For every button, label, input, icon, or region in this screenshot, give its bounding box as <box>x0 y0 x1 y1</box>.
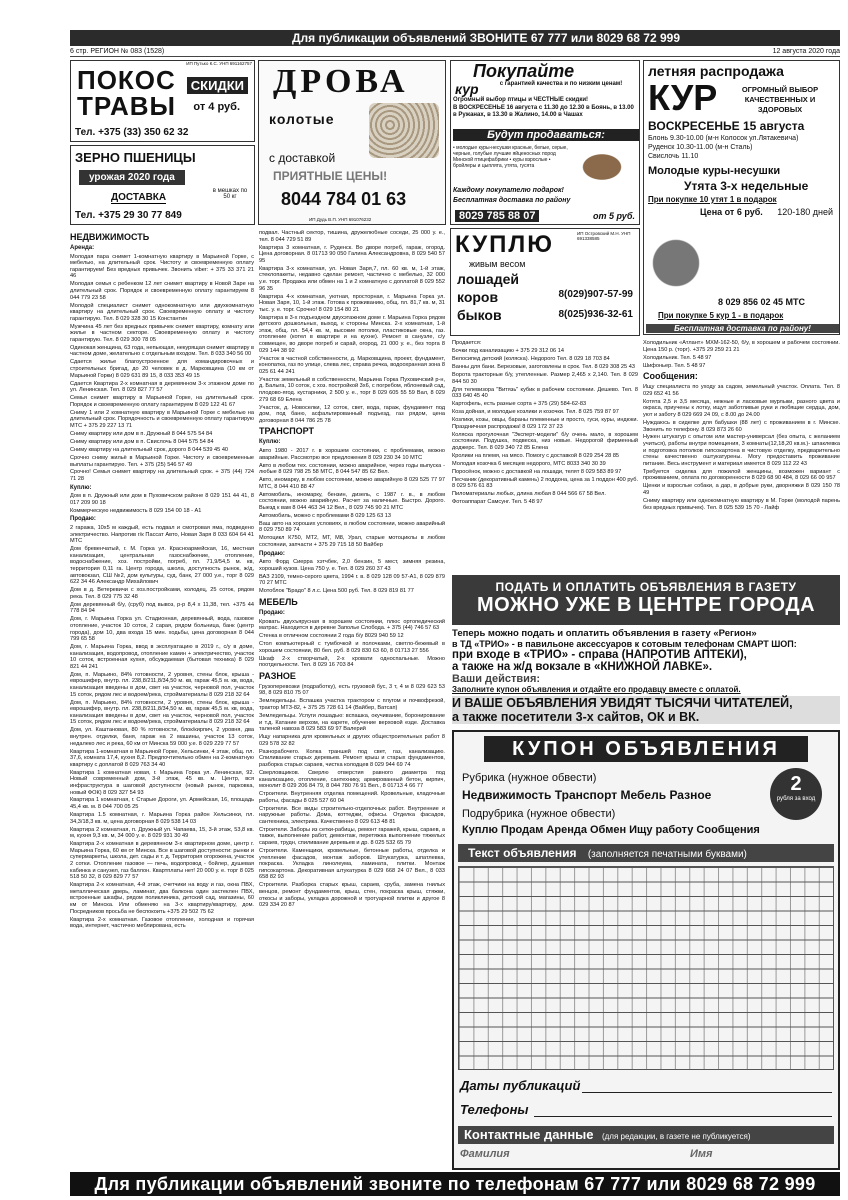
classified-ad: Строители. Разборка старых крыш, сараев, сруба, замена гнилых венцов, ремонт фундаментов, крыш, стен, покраска крыш, стяжки, откосы и заборы, укладка дорожной и тротуарной плитки и другое 8 029 334 20 87 <box>259 882 445 909</box>
coupon-name-label: Имя <box>690 1148 713 1160</box>
coupon-price-badge <box>770 768 822 820</box>
classified-ad: Шкаф 2-х створчатый, 2-х кровати односпальные. Можно поотдельности. Тел. 8 029 16 703 84 <box>259 655 445 669</box>
drova-sub2: с доставкой <box>269 151 336 165</box>
classified-ad: Мужчина 45 лет без вредных привычек снимет квартиру, комнату или жилье в частном секторе. Своевременную оплату и чистоту гарантирую. Тел. 8 029 300 78 05 <box>70 323 254 343</box>
coupon-price-unit: рубля за вход <box>776 796 816 802</box>
classified-ad: Холодильник «Атлант» МХМ-162-50, б/у, в хорошем и рабочем состоянии. Цена 150 р. (торг). +375 29 259 21 21 <box>643 340 840 353</box>
classified-ad: Кровать двухъярусная в хорошем состоянии, плюс ортопедический матрас. Находится в деревне Заполье Слобода. + 375 (44) 746 57 63 <box>259 618 445 632</box>
classified-ad: Шифоньер. Тел. 5 48 97 <box>643 362 706 369</box>
classified-ad: Квартира 3-х комнатная, ул. Новая Заря,7, пл. 60 кв. м, 1-й этаж, стеклопакеты, недавно сделан ремонт, частично с мебелью, 32 000 у.е. торг. Продажа или обмен на 1 и 2 комнатную с доплатой 8 029 552 96 35 <box>259 265 445 292</box>
section-messages: Сообщения: <box>643 371 698 382</box>
kur2-young: Молодые куры-несушки <box>648 165 781 177</box>
coupon-contacts-label: Контактные данные <box>464 1127 594 1142</box>
issue-number: 6 стр. РЕГИОН № 083 (1528) <box>70 48 165 55</box>
kur1-tag: с гарантией качества и по низким ценам! <box>499 81 623 87</box>
classified-ad: Авто в любом тех. состоянии, можно аварийное, через годы выпуска - любые 8 029 798 25 58 МТС, 8 044 547 85 62 Вел. <box>259 462 445 476</box>
info-t1: Теперь можно подать и оплатить объявления в газету «Регион» <box>452 628 757 639</box>
top-phone-bar: Для публикации объявлений ЗВОНИТЕ 67 777 или 8029 68 72 999 <box>70 30 840 46</box>
classified-ad: Строители. Заборы из сетки-рабицы, ремонт гаражей, крыш, сараев, а также, выполнение работ, демонтаж, перетяжка выполнение тяжелых сараев, трудн, спиливание деревьев и др. 8 025 532 65 79 <box>259 826 445 847</box>
kur2-age: 120-180 дней <box>777 207 833 217</box>
classified-ad: Квартира в 3-х подъездном двухэтажном доме г. Марьина Горка рядом детского дошкольных, выход, к стороны Минска. 2-х комнатная, 1-й этаж, общ. пл. 54,4 кв. м, высокие потолки, пластиковые окна, газ. отопление (котел в квартире и на кухне). Ремонт в санузле, с/у совмещен, во дворе погреб и сарай, огород, 21 000 у. е., без торга 8 029 144 38 92 <box>259 314 445 354</box>
info-t5: Ваши действия: <box>452 673 541 685</box>
classified-ad: Разнорабочего. Колка траншей под свет, газ, канализацию. Спиливание старых деревьев. Ремонт крыш и старых фундаментов, разборка старых сараев, чистка колодцев 8 029 944 69 74 <box>259 748 445 768</box>
classified-ad: Участок в частной собственности, д. Марковщина, проект, фундамент, конопатка, газ по улице, слева лес, справа речка, водоохранная зона 8 025 61 44 241 <box>259 355 445 375</box>
col2d-ads <box>259 619 445 669</box>
transport-buy: Куплю: <box>259 439 281 446</box>
kuplu-reg: ИП Островский М.Н. УНП 691338585 <box>577 231 631 241</box>
coupon-phones-field[interactable] <box>534 1116 832 1117</box>
info-t8: а также посетители 3-х сайтов, ОК и ВК. <box>452 710 840 724</box>
classified-ad: Срочно сниму жильё в Марьиной Горке. Чистоту и своевременные выплаты гарантирую. Тел. + 375 (25) 546 57 49 <box>70 454 254 468</box>
ad-drova <box>258 60 446 225</box>
ad-kur-pokupaite <box>450 60 640 225</box>
classified-ad: Стол компьютерный с тумбочкой и полочками, светло-бежевый в хорошем состоянии, 80 бел. руб. 8 029 830 63 60, 8 01713 27 556 <box>259 641 445 654</box>
section-misc: РАЗНОЕ <box>259 670 296 681</box>
classified-ad: Авто 1980 - 2017 г. в хорошем состоянии, с проблемами, можно аварийные. Рассмотрю все предложения 8 029 230 34 10 МТС <box>259 447 445 461</box>
classified-ad: Участок земельный в собственности, Марьина Горка Пуховичский р-н, д. Балыга, 10 соток, с хоз. постройкой 3х6, с погребом, яблоневый сад, плодово-ягод. кустарники, 2 500 у. е., торг 8 029 605 55 59 Вал, 8 029 279 68 69 Елена <box>259 376 445 403</box>
coupon-rubric-label: Рубрика (нужное обвести) <box>462 772 597 784</box>
classified-ad: Мотоцикл К750, МТ2, МТ, М8, Урал, старые мотоциклы в любом состоянии, запчасти + 375 29 715 18 50 Вайбер <box>259 535 445 549</box>
classified-ad: Продается: <box>452 340 482 346</box>
kur2-promo2: При покупке 5 кур 1 - в подарок <box>658 311 784 320</box>
classified-ad: Ворота тракторные б/у, утепленные. Размер 2,465 х 2,140. Тел. 8 029 844 50 30 <box>452 371 638 385</box>
kuplu-phone-2: 8(025)936-32-61 <box>558 309 633 320</box>
col1b-ads <box>70 493 254 514</box>
kur2-tag: ОГРОМНЫЙ ВЫБОР КАЧЕСТВЕННЫХ И ЗДОРОВЫХ <box>741 85 819 114</box>
kur2-duck: Утята 3-х недельные <box>684 179 809 193</box>
kuplu-horses: лошадей <box>457 271 519 287</box>
classified-ad: Фотоаппарат Самсунг. Тел. 5 48 97 <box>452 499 543 506</box>
classified-ad: Для телевизора "Витязь" кубик в рабочем состоянии. Дешево. Тел. 8 033 640 45 40 <box>452 386 638 400</box>
zerno-harvest: урожая 2020 года <box>79 170 185 185</box>
zerno-phone: Тел. +375 29 30 77 849 <box>75 210 182 221</box>
col3-ads <box>452 340 638 506</box>
ad-coupon <box>452 730 840 1170</box>
classified-ad: Дом деревянный б/у, (сруб) под вывоз, р-р 8,4 х 11,38, тел. +375 44 778 84 94 <box>70 601 254 615</box>
col2b-ads <box>259 448 445 549</box>
zerno-delivery: ДОСТАВКА <box>111 192 167 203</box>
classified-ad: Строители. Каменщики, кровельные, бетонные работы, отделка и утепление фасадов, монтаж заборов. Штукатурка, шпатлевка, покраска. Укладка линолеума, ламината, плитки. Монтаж гипсокартона. Декоративная штукатурка 8 029 668 24 07 Вел., 8 033 658 82 93 <box>259 848 445 881</box>
classified-ad: Стенка в отличном состоянии 2 года б/у 8029 940 59 12 <box>259 633 404 640</box>
coupon-subrubric-label: Подрубрика (нужное обвести) <box>462 808 616 820</box>
classified-ad: Требуется сиделка для пожилой женщины, возможен вариант с проживанием, оплата по договоренности 8 029 68 90 484, 8 029 66 00 957 <box>643 468 840 482</box>
classified-ad: Семья снимет квартиру в Марьиной Горке, на длительный срок. Порядок и своевременную оплату гарантируем 8 029 122 41 67 <box>70 395 254 408</box>
classified-ad: Коляска прогулочная "Эксперт-модели" б/у очень мало, в хорошем состоянии. Подушка, подвеска, низ новые. Недорогой фирменный доджерс. Тел. 8 029 340 72 85 Елена <box>452 431 638 451</box>
ad-pokos <box>70 60 255 142</box>
coupon-surname-label: Фамилия <box>460 1148 510 1160</box>
kur1-min: от 5 руб. <box>593 211 635 221</box>
kur1-items: • молодые куры-несушки красные, белые, серые, черные, голубые лучшие яйценосных пород Минской птицефабрики • куры взрослые • бройлеры и цыплята, утята, гусята <box>453 145 568 169</box>
classified-ad: Сниму квартиру или дом в п. Дружный 8 044 575 54 84 <box>70 430 213 437</box>
col2-ads <box>259 230 445 424</box>
classified-ad: Нуждаюсь в сиделке для бабушки (88 лет) с проживанием в г. Минске. Звонить по телефону. 8 029 873 26 60 <box>643 419 840 433</box>
classified-ad: Квартира 2 комнатная, п. Дружный ул. Чапаева, 15, 3-й этаж, 53,8 кв. м, кухня 9,3 кв. м, 34 000 у. е. 8 029 931 30 49 <box>70 826 254 840</box>
classified-ad: Мотоблок "Брадо" 8 л.с. Цена 500 руб. Тел. 8 029 819 81 77 <box>259 588 414 595</box>
column-2 <box>259 230 445 1170</box>
column-4 <box>643 340 840 572</box>
classified-ad: Дом, п. Марьино, 84% готовности, 2 уровня, стены блок, крыша - еврошифер, внутр. пл. 238,8/211,8/34,50 м. кв, гараж 45,5 м. кв, вода, канализация введены в дом, свет на участок, черновой пол, участок 15 соток, рядом лес и водоем/река, стройматериалы 8 029 218 32 64 <box>70 699 254 726</box>
classified-ad: Земледельцы. Услуги лошадью: вспашка, окучивание, боронирование и т.д. Катание верхом, на карете, обучение верховой езде. Доставка таленой навоза 8 029 583 69 97 Валерий <box>259 713 445 733</box>
hen-image <box>569 145 635 185</box>
classified-ad: Участок, д. Новоселки, 12 соток, свет, вода, гараж, фундамент под дом, под баню, асфальтированный подъезд, газ рядом, цена договорная 8 044 786 25 78 <box>259 404 445 424</box>
coupon-phones-label: Телефоны <box>460 1102 529 1117</box>
kuplu-bulls: быков <box>457 307 502 323</box>
furniture-sell: Продаю: <box>259 609 285 616</box>
kuplu-title: КУПЛЮ <box>455 231 555 258</box>
kur2-promo: При покупке 10 утят 1 в подарок <box>648 195 777 204</box>
banner-line-1: ПОДАТЬ И ОПЛАТИТЬ ОБЪЯВЛЕНИЯ В ГАЗЕТУ <box>495 580 797 594</box>
kur2-free: Бесплатная доставка по району! <box>646 324 839 333</box>
coupon-text-hint: (заполняется печатными буквами) <box>587 849 747 860</box>
pokos-phone: Тел. +375 (33) 350 62 32 <box>75 127 189 138</box>
classified-ad: Квартира 2-х комнатная. Газовое отопление, холодная и горячая вода, интернет, частично меблирована, есть <box>70 916 254 930</box>
kur2-phone: 8 029 856 02 45 МТС <box>718 297 806 307</box>
classified-ad: Квартира 4-х комнатная, уютная, просторная, г. Марьина Горка ул. Новая Заря, 10, 1-й этаж. Готова к проживанию, общ. пл. 81,7 кв. м, 31 тыс. у. е. торг. Срочно! 8 029 154 80 21 <box>259 293 445 313</box>
bottom-phone-bar: Для публикации объявлений звоните по телефонам 67 777 или 8029 68 72 999 <box>70 1172 840 1196</box>
classified-ad: Песчаник (декоративный камень) 2 поддона, цена за 1 поддон 400 руб. 8 029 576 61 83 <box>452 476 638 490</box>
info-t7: И ВАШЕ ОБЪЯВЛЕНИЯ УВИДЯТ ТЫСЯЧИ ЧИТАТЕЛЕЙ, <box>452 696 840 710</box>
issue-date: 12 августа 2020 года <box>772 48 840 55</box>
coupon-text-header <box>458 844 834 862</box>
classified-ad: Ищу напарника для кровельных и других общестроительных работ 8 029 578 32 82 <box>259 734 445 747</box>
classified-ad: Холодильник. Тел. 5 48 97 <box>643 354 712 361</box>
classified-ad: Одинокая женщина, 63 года, непьющая, некурящая снимет квартиру в частном доме, желательно с отдельным входом. Тел. 8 033 340 56 00 <box>70 344 254 358</box>
kur2-hens-image <box>648 221 718 291</box>
classified-ad: Квартира 1 комнатная новая, г. Марьина Горка ул. Ленинская, 92. Новый современный дом, 3-й этаж, 45 кв. м. Центр, вся инфраструктура в шаговой доступности (новый рынок, парковка, новый ФОК) 8 029 327 54 93 <box>70 769 254 796</box>
kur1-sell: Будут продаваться: <box>453 129 639 141</box>
kur2-s1: Блонь 9.30-10.00 (м-н Колосок ул.Лятакевича) <box>648 135 799 142</box>
classified-ad: Молодая козочка 6 месяцев недорого, МТС 8033 340 30 39 <box>452 460 606 467</box>
drova-sub1: колотые <box>269 111 335 127</box>
classified-ad: Авто Форд Сиерра хэтчбек, 2,0 бензин, 5 мест, зимняя резина, хороший кузов. Цена 750 у. е. Тел. 8 029 260 37 43 <box>259 559 445 572</box>
classified-ad: Строители. Внутренняя отделка помещений. Кровельные, кладочные работы, фасады 8 025 527 60 04 <box>259 791 445 804</box>
column-3 <box>452 340 638 572</box>
classified-ad: Квартира 1 комнатная, г. Старые Дороги, ул. Армейская, 16, площадь 45,4 кв. м. 8 044 700 05 25 <box>70 797 254 811</box>
info-t6: Заполните купон объявления и отдайте его продавцу вместе с оплатой. <box>452 685 741 694</box>
coupon-contacts-hint: (для редакции, в газете не публикуется) <box>601 1132 751 1141</box>
coupon-rubric-options[interactable]: Недвижимость Транспорт Мебель Разное <box>462 788 712 802</box>
classified-ad: Дом в д. Ветеревичи с хоз.постройками, колодец, 25 соток, рядом река. Тел. 8 029 775 32 48 <box>70 587 254 600</box>
kur2-big: КУР <box>648 77 718 118</box>
classified-ad: Кролики на племя, на мясо. Помогу с доставкой 8 029 254 28 85 <box>452 452 620 459</box>
col4-ads <box>643 340 840 369</box>
classified-ad: Пиломатериалы любых, длина любая 8 044 566 67 58 Вел. <box>452 491 606 498</box>
classified-ad: Молодая семья с ребенком 12 лет снимет квартиру в Новой Заре на длительный срок. Порядок и своевременную оплату гарантируем 8 044 779 23 58 <box>70 281 254 301</box>
promo-banner <box>452 575 840 625</box>
classified-ad: Козлики, козы, овцы, бараны племенные и просто, гуси, куры, индюки. Праздничная распродажа! 8 029 172 37 23 <box>452 417 638 430</box>
coupon-subrubric-options[interactable]: Куплю Продам Аренда Обмен Ищу работу Сообщения <box>462 824 760 836</box>
classified-ad: Сниму квартиру на длительный срок, дорого 8 044 539 45 40 <box>70 446 229 453</box>
classified-ad: подвал. Частный сектор, тишина, дружелюбные соседи, 25 000 у. е., тел. 8 044 729 51 89 <box>259 230 445 243</box>
coupon-dates-label: Даты публикаций <box>460 1078 581 1093</box>
classified-ad: Автомобиль, иномарку, бензин, дизель, с 1987 г. в., в любом состоянии, можно аварийную. Расчет за наличные. Быстро. Дорого. Выезд к вам 8 044 463 34 12 Вел., 8 029 745 90 21 МТС <box>259 491 445 511</box>
classified-ad: Квартира 1.5 комнатная, г. Марьина Горка район Хельсинки, пл. 34,3/18,3 кв. м, цена договорная 8 029 538 14 03 <box>70 812 254 825</box>
classified-ad: Бочки под канализацию + 375 29 312 06 14 <box>452 347 564 354</box>
kuplu-phone-1: 8(029)907-57-99 <box>558 289 633 300</box>
classified-ad: Поросёнок, можно с доставкой на лошади, телят 8 029 583 89 97 <box>452 468 622 475</box>
classified-ad: Дом, ул. Каштановая, 80 % готовности, блок/кирпич, 2 уровня, два внутрен. отделки, баня, гараж на 2 машины, участок 13 соток, недалеко лес и река, 60 км от Минска 59 000 у.е. 8 029 229 77 57 <box>70 727 254 747</box>
classified-ad: Авто, иномарку, в любом состоянии, можно аварийную 8 029 525 77 97 МТС, 8 044 410 88 47 <box>259 477 445 490</box>
kur2-s3: Свислочь 11.10 <box>648 153 699 160</box>
drova-title: ДРОВА <box>273 63 409 100</box>
classified-ad: Котята 2,5 и 3,5 месяца, нежные и ласковые мурлыки, разного цвета и окраса, приучены к лотку, ищут заботливые руки и любящие сердца, дом, уют и заботу 8 029 669 24 09, с 8.00 до 24.00 <box>643 398 840 418</box>
kuplu-cows: коров <box>457 289 499 305</box>
kur1-big: Огромный выбор птицы и ЧЕСТНЫЕ скидки! <box>453 97 589 103</box>
classified-ad: Квартира 1-комнатная в Марьиной Горке, Хельсинки, 4 этаж, общ. пл. 37,6, комната 17,4, кухня 8,2. Предпочтительно обмен на 2-комнатную квартиру с доплатой 8 029 763 34 40 <box>70 748 254 768</box>
kur1-gift: Каждому покупателю подарок! <box>453 187 564 194</box>
classified-ad: Картофель, есть разные сорта + 375 (29) 584-62-83 <box>452 401 587 408</box>
section-transport: ТРАНСПОРТ <box>259 426 315 437</box>
kur2-title: летняя распродажа <box>648 63 784 79</box>
page-header <box>70 47 840 57</box>
kur1-free: Бесплатная доставка по району <box>453 197 571 204</box>
classified-ad: Коза дойная, и молодые козлики и козочки. Тел. 8 025 759 87 97 <box>452 409 619 416</box>
col1-ads <box>70 254 254 483</box>
pokos-title-2: ТРАВЫ <box>77 91 176 121</box>
col2e-ads <box>259 684 445 909</box>
zerno-title: ЗЕРНО ПШЕНИЦЫ <box>75 150 196 165</box>
classified-ad: Ищу специалиста по уходу за садом, земельный участок. Оплата. Тел. 8 029 652 41 56 <box>643 384 840 397</box>
pokos-discount: СКИДКИ <box>187 77 248 94</box>
kur2-duckprice: Цена от 6 руб. <box>700 207 763 217</box>
classified-ad: Квартира 2-х комнатная в деревянном 3-х квартирном доме, центр г. Марьина Горка, 60 км от Минска. Все в шаговой доступности: рынки и супермаркеты, школа, дет. сады и т. д. Территория огорожена, участок 2 сотки. Отопление газовое — печь, водопровод - бойлер, душевая кабинка и санузел, газ баллон. Квартплаты нет! 20 000 у. е. торг 8 025 518 50 32, 8 029 829 77 57 <box>70 841 254 881</box>
transport-sell: Продаю: <box>259 550 285 557</box>
pokos-reg: ИП Путько К.С. УНП 691162757 <box>186 61 252 66</box>
kur1-kur: кур <box>455 81 479 97</box>
classified-ad: 2 гаража, 10х5 м каждый, есть подвал и смотровая яма, подведено электричество. Напротив г/к Пассат Авто, Новая Заря 8 033 604 64 41 МТС <box>70 525 254 545</box>
classified-ad: Сдается Квартира 2-х комнатная в деревянном 3-х этажном доме по ул. Ленинская. Тел. 8 029 827 77 57 <box>70 380 254 394</box>
classified-ad: Молодая пара снимет 1-комнатную квартиру в Марьиной Горке, с мебелью, на длительный срок. Чистоту и своевременную оплату гарантируем! Без вредных привычек. Звонить viber: + 375 33 371 21 46 <box>70 253 254 280</box>
drova-phone: 8044 784 01 63 <box>281 189 407 209</box>
drova-sub3: ПРИЯТНЫЕ ЦЕНЫ! <box>273 169 388 183</box>
classified-ad: Строители. Все виды строительно-отделочных работ. Внутренние и наружные работы. Дома, коттеджи, офисы. Отделка фасадов, сантехника, электрика. Качественно 8 029 613 48 81 <box>259 805 445 825</box>
ad-kuplu <box>450 228 640 336</box>
classified-ad: Земледельцы. Вспашка участка трактором с плугом и почвофрезой, трактор МТЗ-82, + 375 25 728 61 14 (Вайбер, Ватсап) <box>259 698 445 712</box>
classified-ad: Сверловщиков. Сверлю отверстия равного диаметра под канализацию, отопление, сантехнику, армированный бетон, кирпич, монолит 8 029 206 84 79, 8 044 780 76 91 Вел., 8 01713 4 66 77 <box>259 769 445 790</box>
pokos-price: от 4 руб. <box>193 101 240 113</box>
classified-ad: Нужен штукатур с опытом или мастер-универсал (без опыта, с желанием учиться), работы внутри помещения, 3 комнаты(12,18,20 кв.м.)- шпаклевка и подготовка потолков гипсокартона в чистовую отделку, предварительно стены качественно оштукатурены. Могу предоставить проживание питание. Весь инструмент и материал имеется 8 029 112 22 43 <box>643 434 840 467</box>
classified-ad: Срочно! Семья снимет квартиру на длительный срок. + 375 (44) 724 71 28 <box>70 469 254 483</box>
classified-ad: Грузоперевозки (подработку), есть грузовой бус, 3 т, 4 м 8 029 623 53 98, 8 029 810 75 07 <box>259 683 445 697</box>
ad-kur-rasprodazha <box>643 60 840 335</box>
pokos-title-1: ПОКОС <box>77 65 176 95</box>
col2c-ads <box>259 559 445 595</box>
classified-ad: Сниму квартиру или однокомнатную квартиру в М. Горке (молодой парень без вредных привычек). Тел. 8 025 539 15 70 - Лайф <box>643 498 840 511</box>
column-1 <box>70 230 254 1170</box>
coupon-text-label: Текст объявления <box>468 846 577 860</box>
classified-ad: Велосипед детский (коляска). Недорого Тел. 8 029 18 703 84 <box>452 355 610 362</box>
kur1-title: Покупайте <box>473 61 575 81</box>
section-realty: НЕДВИЖИМОСТЬ <box>70 232 150 242</box>
classified-ad: Сдается жилье благоустроенное для командировочных и строительных бригад, до 20 человек в д. Марковщина (10 км от Марьиной Горки) 8 029 631 89 15, 8 033 353 49 15 <box>70 359 254 379</box>
col4b-ads <box>643 384 840 511</box>
classified-ad: Сниму 1 или 2 комнатную квартиру в Марьиной Горке с мебелью на длительный срок. Порядочность и своевременную оплату гарантирую МТС + 375 29 227 13 71 <box>70 409 254 429</box>
classified-ad: Автомобиль, можно с проблемами 8 029 125 63 13 <box>259 512 391 519</box>
coupon-title: КУПОН ОБЪЯВЛЕНИЯ <box>484 736 808 762</box>
banner-line-2: МОЖНО УЖЕ В ЦЕНТРЕ ГОРОДА <box>476 594 816 616</box>
info-block <box>452 628 840 728</box>
kur1-sunday: В ВОСКРЕСЕНЬЕ 16 августа с 11.30 до 12.30 в Боянь, в 13.00 в Ружанах, в 13.30 в Жалино, 14.00 в Чашах <box>453 105 634 118</box>
kur2-day: ВОСКРЕСЕНЬЕ 15 августа <box>648 119 805 133</box>
ad-zerno <box>70 145 255 225</box>
subsection-sell: Продаю: <box>70 516 96 523</box>
classified-ad: Дом бревенчатый, г. М. Горка ул. Красноармейская, 16, местная канализация, центральная газоснабжение, отопление, водоснабжение, хоз. постройки, погреб, пл. 71,9/54,5 м. кв, территория 0,11 га. Центр города, школа, доступность рынок, ж/д, автовокзал, СШ №2, дом культуры, суд, банк, 27 000 у.е., торг 8 029 622 34 46 Александр Михайлович <box>70 546 254 586</box>
coupon-price-value: 2 <box>790 773 802 795</box>
classified-ad: Квартира 2-х комнатная, 4-й этаж, счетчики на воду и газ, окна ПВХ, металлическая дверь, ламинат, два балкона один застеклен ПВХ, встроенные шкафы, рядом поликлиника, детский сад, магазины, 60 км от Минска. Или обменяю на 3-х квартиру/квартиру, дом. Посредников просьба не беспокоить +375 29 502 75 62 <box>70 882 254 915</box>
classified-ad: Дом, п. Марьино, 84% готовности, 2 уровня, стены блок, крыша - еврошифер, внутр. пл. 238,8/211,8/34,50 м. кв, гараж 45,5 м. кв, вода, канализация введены в дом, свет на участок, черновой пол, участок 15 соток, рядом лес и водоем/река, стройматериалы 8 029 218 32 64 <box>70 671 254 698</box>
kur2-s2: Руденск 10.30-11.00 (м-н Сталь) <box>648 144 753 151</box>
classified-ad: Дом, г. Марьина Горка ул. Стадионная, деревянный, вода, газовое отопление, участок 10 соток, 2 сарая, рядом больница, банк (центр города), дом 10, два входа 15 мин. ходьбы, цена договорная 8 044 799 65 58 <box>70 616 254 643</box>
subsection-rent: Аренда: <box>70 245 95 251</box>
coupon-dates-field[interactable] <box>582 1092 832 1093</box>
zerno-bag: в мешках по 50 кг <box>212 188 248 200</box>
classified-ad: Ваш авто на хороших условиях, в любом состоянии, можно аварийный 8 029 750 89 74 <box>259 520 445 534</box>
kuplu-sub: живым весом <box>469 259 526 269</box>
info-t4: а также на ж/д вокзале в «КНИЖНОЙ ЛАВКЕ». <box>452 661 713 673</box>
classified-ad: Сниму квартиру или дом в п. Свислочь 8 044 575 54 84 <box>70 438 214 445</box>
subsection-buy: Куплю: <box>70 484 92 491</box>
classified-ad: ВАЗ 2109, темно-серого цвета, 1994 г. в. 8 029 128 09 57-А1, 8 029 879 70 27 МТС <box>259 573 445 587</box>
drova-reg: ИП Дудь В.П. УНП 691076232 <box>309 217 372 222</box>
classified-ad: Квартира 3 комнатная, г. Руденск. Во дворе погреб, гараж, огород. Цена договорная. 8 01713 90 050 Галина Александровна, 8 029 540 57 95 <box>259 244 445 264</box>
classified-ad: Щенки и взрослые собаки, а дар, в добрые руки, дворняжки 8 029 150 78 49 <box>643 483 840 497</box>
classified-ad: Коммерческую недвижимость 8 029 154 00 18 - А1 <box>70 507 202 514</box>
info-t2: в ТД «ТРИО» - в павильоне аксессуаров к сотовым телефонам СМАРТ ШОП: <box>452 639 797 649</box>
classified-ad: Ванны для бани. Березовые, заготовлены в срок. Тел. 8 029 308 25 43 <box>452 363 635 370</box>
coupon-text-grid[interactable] <box>458 866 834 1070</box>
section-furniture: МЕБЕЛЬ <box>259 596 298 607</box>
drova-wood-image <box>369 103 439 158</box>
classified-ad: Дом, г. Марьина Горка, ввод в эксплуатацию в 2019 г., с/у в доме, канализация, водопровод, отопление камин + электричество, участок 10 соток, встроенная кухня, обсуждаемая (бытовая техника) 8 029 821 44 241 <box>70 644 254 670</box>
coupon-contacts-header <box>458 1126 834 1144</box>
classified-ad: Молодой специалист снимет однокомнатную или двухкомнатную квартиру на длительный срок. Своевременную оплату и чистоту гарантирую. Тел. 8 029 328 30 15 Константин <box>70 302 254 322</box>
kur1-phone: 8029 785 88 07 <box>455 210 539 222</box>
col1c-ads <box>70 525 254 930</box>
info-t3: при входе в «ТРИО» - справа (НАПРОТИВ АПТЕКИ), <box>452 649 747 661</box>
classified-ad: Дом в п. Дружный или дом в Пуховичском районе 8 029 151 44 41, 8 017 209 90 18 <box>70 493 254 506</box>
